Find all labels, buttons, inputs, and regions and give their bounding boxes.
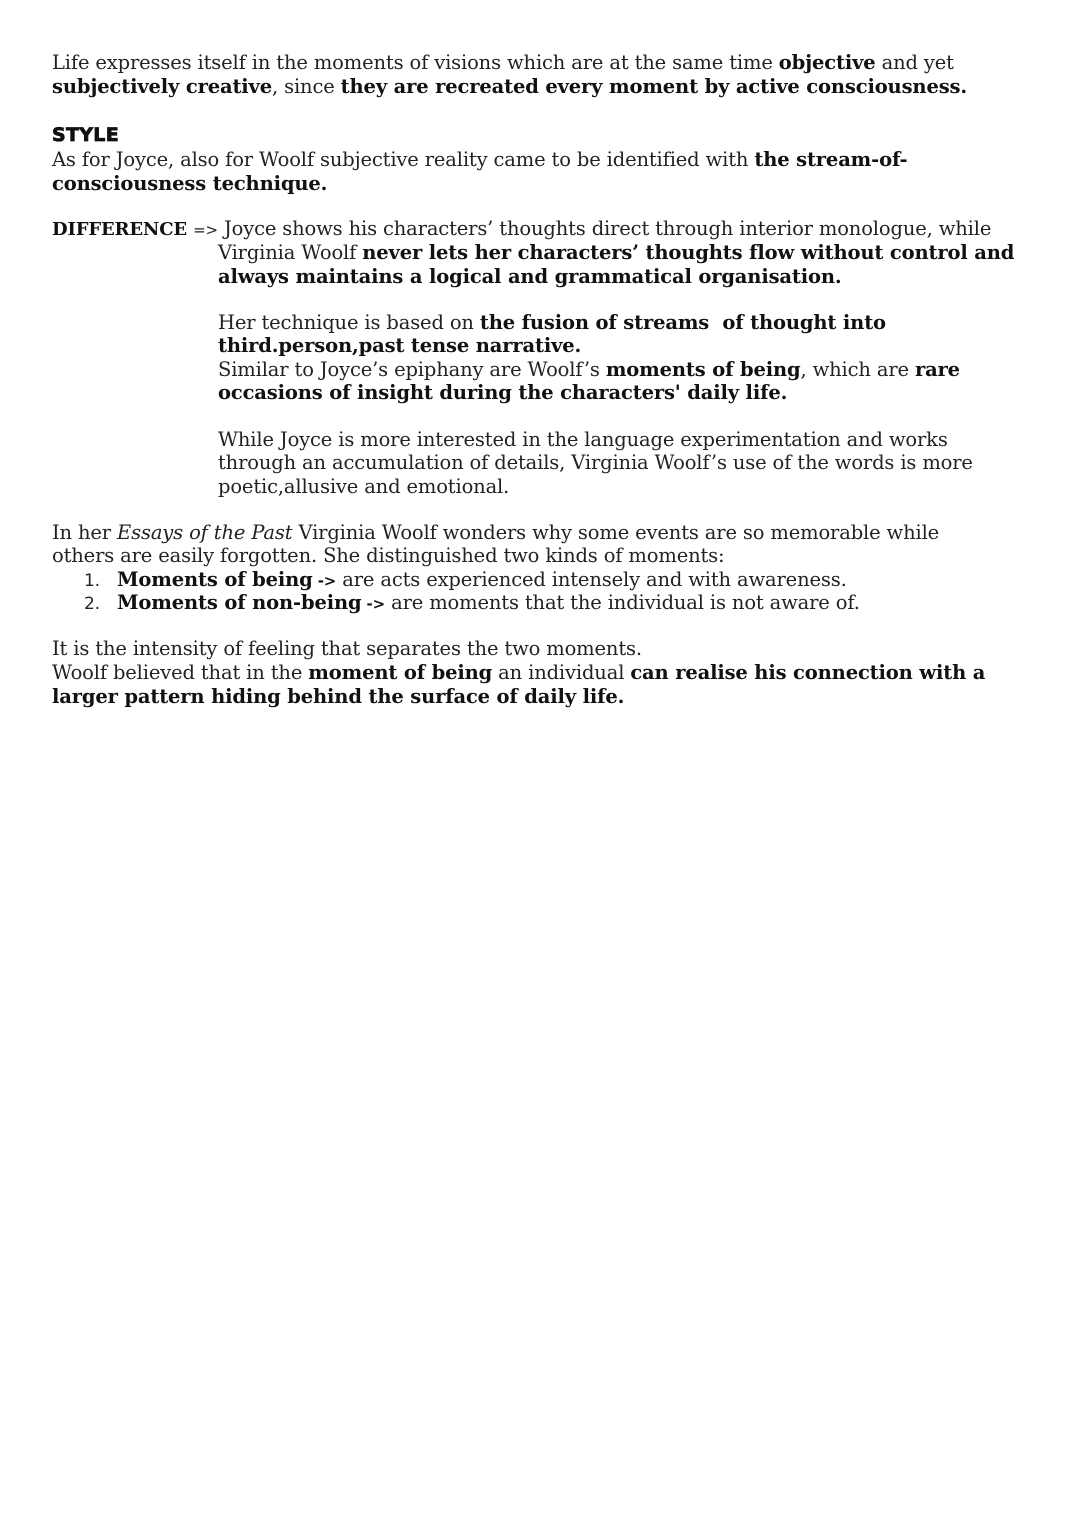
style-heading: STYLE: [52, 124, 119, 146]
technique-line-2: third.person,past tense narrative.: [218, 334, 582, 357]
arrow-symbol: =>: [193, 221, 218, 239]
conclusion-line-3: larger pattern hiding behind the surface of daily life.: [52, 685, 625, 708]
technique-line-3: Similar to Joyce’s epiphany are Woolf’s moments of being, which are rare: [218, 358, 960, 381]
style-line-2: consciousness technique.: [52, 172, 328, 195]
essays-line-1: In her Essays of the Past Virginia Woolf wonders why some events are so memorable while: [52, 521, 940, 544]
essays-line-2: others are easily forgotten. She distinguished two kinds of moments:: [52, 544, 725, 567]
intro-line-1: Life expresses itself in the moments of visions which are at the same time objective and yet: [52, 51, 954, 74]
difference-label: DIFFERENCE: [52, 219, 187, 240]
language-line-3: poetic,allusive and emotional.: [218, 475, 510, 498]
difference-line-1: DIFFERENCE => Joyce shows his characters’ thoughts direct through interior monologue, while: [52, 217, 992, 240]
technique-line-1: Her technique is based on the fusion of streams of thought into: [218, 311, 886, 334]
list-item: 1. Moments of being -> are acts experienced intensely and with awareness.: [84, 568, 847, 591]
list-item: 2. Moments of non-being -> are moments that the individual is not aware of.: [84, 591, 860, 614]
technique-line-4: occasions of insight during the characters' daily life.: [218, 381, 788, 404]
conclusion-line-1: It is the intensity of feeling that separates the two moments.: [52, 637, 642, 660]
language-line-2: through an accumulation of details, Virginia Woolf’s use of the words is more: [218, 451, 973, 474]
language-line-1: While Joyce is more interested in the language experimentation and works: [218, 428, 948, 451]
difference-line-3: always maintains a logical and grammatical organisation.: [218, 265, 842, 288]
style-line-1: As for Joyce, also for Woolf subjective reality came to be identified with the stream-of-: [52, 148, 908, 171]
conclusion-line-2: Woolf believed that in the moment of being an individual can realise his connection with a: [52, 661, 986, 684]
difference-line-2: Virginia Woolf never lets her characters’ thoughts flow without control and: [218, 241, 1015, 264]
intro-line-2: subjectively creative, since they are recreated every moment by active consciousness.: [52, 75, 967, 98]
